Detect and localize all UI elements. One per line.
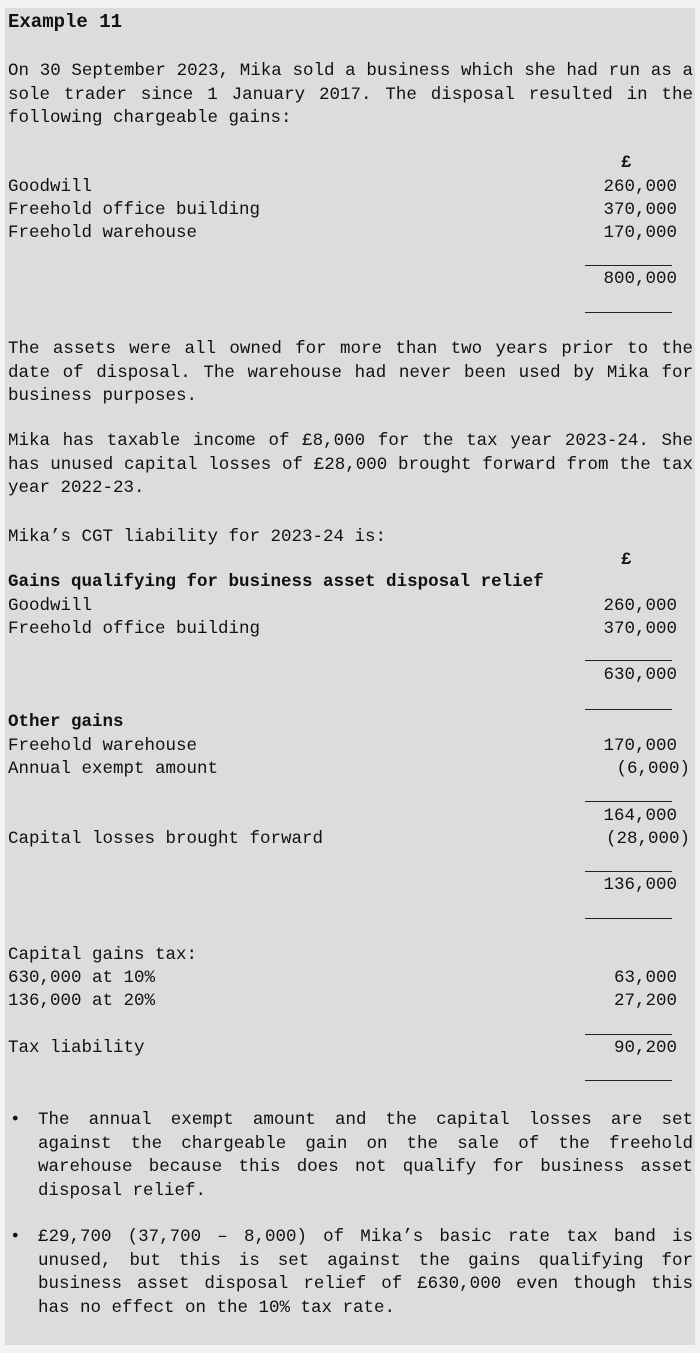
total-rule [585, 709, 672, 710]
cgt-rate-value: 63,000 [613, 968, 677, 988]
tax-liability-value: 90,200 [613, 1038, 677, 1058]
total-rule [585, 312, 672, 313]
gain-label: Goodwill [8, 177, 93, 197]
subtotal-rule [585, 1034, 672, 1035]
cgt-rate-label: 136,000 at 20% [8, 991, 156, 1011]
tax-liability-label: Tax liability [8, 1038, 145, 1058]
assets-paragraph: The assets were all owned for more than two years prior to the date of disposal. The warehouse had never been used by Mika for business purposes. [8, 339, 693, 407]
losses-value: (28,000) [605, 829, 690, 849]
total-rule [585, 918, 672, 919]
gains-total: 800,000 [603, 269, 677, 289]
aea-label: Annual exempt amount [8, 759, 219, 779]
income-paragraph: Mika has taxable income of £8,000 for the tax year 2023-24. She has unused capital losses of £28,000 brought forward from the tax year 2022-23. [8, 431, 693, 499]
gain-value: 370,000 [603, 200, 677, 220]
intro-paragraph: On 30 September 2023, Mika sold a business which she had run as a sole trader since 1 January 2017. The disposal resulted in the following chargeable gains: [8, 61, 693, 129]
gain-value: 260,000 [603, 177, 677, 197]
example-panel [5, 8, 695, 1345]
cgt-heading: Capital gains tax: [8, 945, 198, 965]
total-rule [585, 1080, 672, 1081]
badr-value: 370,000 [603, 619, 677, 639]
gain-value: 170,000 [603, 223, 677, 243]
badr-label: Freehold office building [8, 619, 261, 639]
badr-total: 630,000 [603, 665, 677, 685]
liability-intro: Mika’s CGT liability for 2023-24 is: [8, 527, 387, 547]
bullet-icon: • [10, 1227, 21, 1247]
gain-label: Freehold office building [8, 200, 261, 220]
currency-header: £ [621, 153, 632, 173]
subtotal-rule [585, 801, 672, 802]
warehouse-value: 170,000 [603, 736, 677, 756]
subtotal-rule [585, 660, 672, 661]
losses-label: Capital losses brought forward [8, 829, 324, 849]
cgt-rate-label: 630,000 at 10% [8, 968, 156, 988]
badr-label: Goodwill [8, 596, 93, 616]
badr-value: 260,000 [603, 596, 677, 616]
example-title: Example 11 [8, 11, 123, 33]
aea-value: (6,000) [616, 759, 690, 779]
other-subtotal: 164,000 [603, 806, 677, 826]
other-total: 136,000 [603, 875, 677, 895]
badr-heading: Gains qualifying for business asset disposal relief [8, 572, 544, 592]
currency-header: £ [621, 550, 632, 570]
warehouse-label: Freehold warehouse [8, 736, 198, 756]
gain-label: Freehold warehouse [8, 223, 198, 243]
subtotal-rule [585, 265, 672, 266]
cgt-rate-value: 27,200 [613, 991, 677, 1011]
bullet-note: £29,700 (37,700 – 8,000) of Mika’s basic rate tax band is unused, but this is set against the gains qualifying for business asset disposal relief of £630,000 even though this has no effect on the 10% tax rate. [38, 1227, 693, 1318]
other-gains-heading: Other gains [8, 712, 124, 732]
bullet-note: The annual exempt amount and the capital losses are set against the chargeable gain on the sale of the freehold warehouse because this does not qualify for business asset disposal relief. [38, 1110, 693, 1201]
subtotal-rule [585, 871, 672, 872]
bullet-icon: • [10, 1110, 21, 1130]
